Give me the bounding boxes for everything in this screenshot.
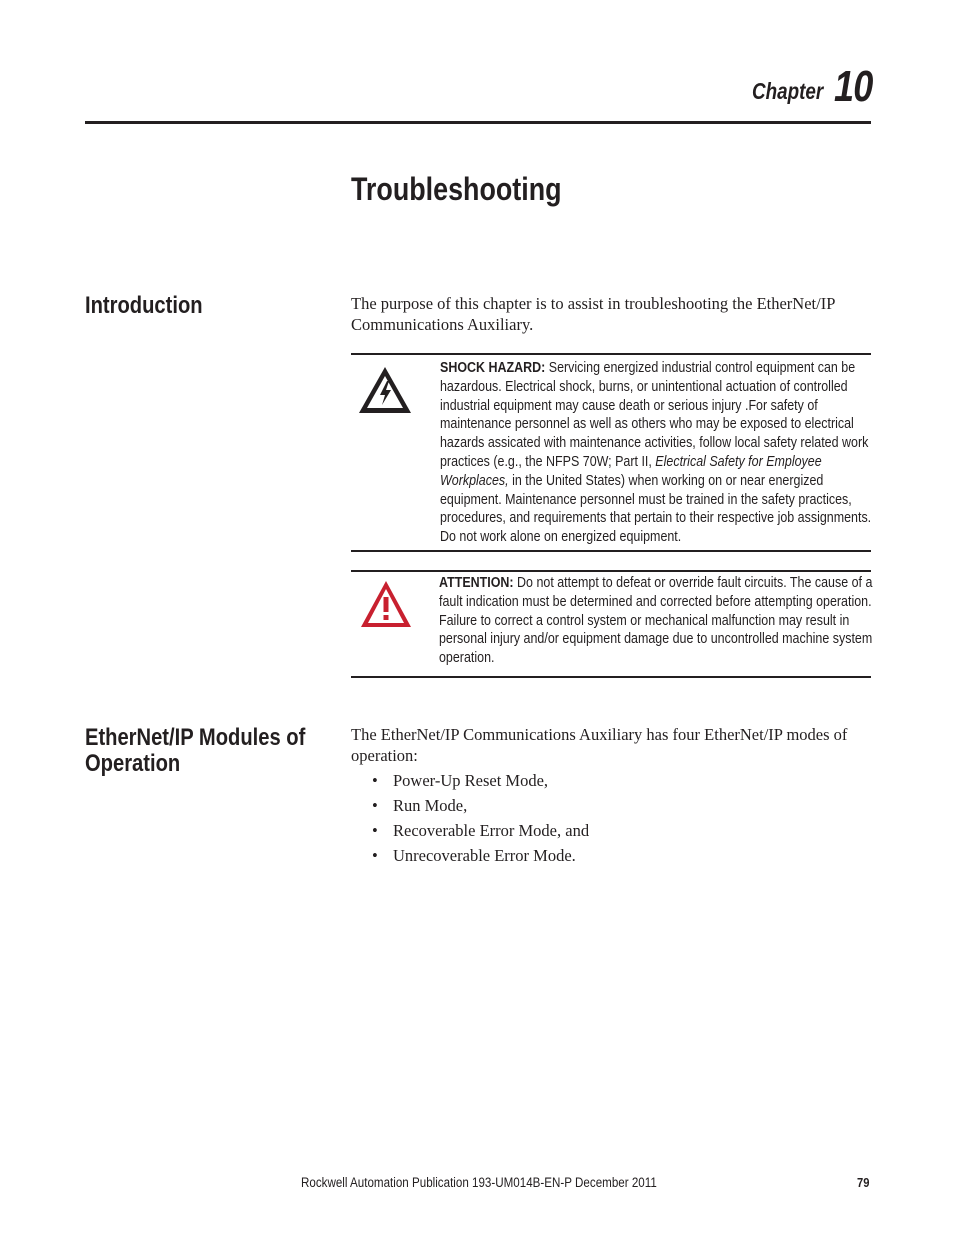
- shock-hazard-body: Servicing energized industrial control equipment can be hazardous. Electrical shock, burns, or unintentional actuation of controlled industrial equipment may cause death or serious injury .For safety of maintenance personnel as well as others who may be exposed to electrical hazards assicated with maintenance activities, follow local safety related work practices (e.g., the NFPS 70W; Part II,: [440, 360, 869, 470]
- list-item: [351, 796, 871, 821]
- list-item: [351, 846, 871, 871]
- shock-hazard-text: [440, 359, 887, 547]
- attention-text: [439, 574, 886, 668]
- page-title: Troubleshooting: [351, 171, 562, 207]
- modules-heading: [85, 725, 305, 777]
- list-item: [351, 821, 871, 846]
- bullet: •: [372, 796, 378, 815]
- list-item: [351, 771, 871, 796]
- footer-publication: Rockwell Automation Publication 193-UM014B-EN-P December 2011: [301, 1175, 657, 1190]
- shock-hazard-triangle-icon: [356, 364, 414, 421]
- modules-heading-line2: Operation: [85, 750, 181, 777]
- attention-label: ATTENTION:: [439, 575, 514, 591]
- bullet: •: [372, 771, 378, 790]
- bullet: •: [372, 821, 378, 840]
- mode-label: Run Mode,: [393, 796, 468, 815]
- introduction-heading: Introduction: [85, 292, 203, 319]
- shock-hazard-notice: [351, 353, 871, 552]
- page-number: 79: [857, 1175, 870, 1190]
- bullet: •: [372, 846, 378, 865]
- shock-hazard-label: SHOCK HAZARD:: [440, 360, 546, 376]
- mode-label: Recoverable Error Mode, and: [393, 821, 590, 840]
- chapter-label: Chapter: [752, 78, 824, 104]
- chapter-rule: [85, 121, 871, 124]
- attention-notice: [351, 570, 871, 678]
- chapter-number: 10: [834, 62, 873, 111]
- shock-hazard-body-end: in the United States) when working on or near energized equipment. Maintenance personnel must be trained in the safety practices, procedures, and requirements that pertain to their respective job assignments. Do not work alone on energized equipment.: [440, 472, 872, 546]
- shock-hazard-italic: Electrical Safety for Employee Workplaces,: [440, 453, 822, 489]
- modules-heading-line1: EtherNet/IP Modules of: [85, 724, 306, 751]
- modules-paragraph: The EtherNet/IP Communications Auxiliary has four EtherNet/IP modes of operation:: [351, 725, 848, 765]
- attention-warning-triangle-icon: [358, 578, 414, 635]
- attention-body: Do not attempt to defeat or override fault circuits. The cause of a fault indication must be determined and corrected before attempting operation. Failure to correct a control system or mechanical malfunction may result in personal injury and/or equipment damage due to uncontrolled machine system operation.: [439, 575, 873, 667]
- mode-label: Power-Up Reset Mode,: [393, 771, 549, 790]
- introduction-paragraph: The purpose of this chapter is to assist in troubleshooting the EtherNet/IP Communications Auxiliary.: [351, 294, 835, 334]
- modes-list: [351, 771, 871, 871]
- mode-label: Unrecoverable Error Mode.: [393, 846, 576, 865]
